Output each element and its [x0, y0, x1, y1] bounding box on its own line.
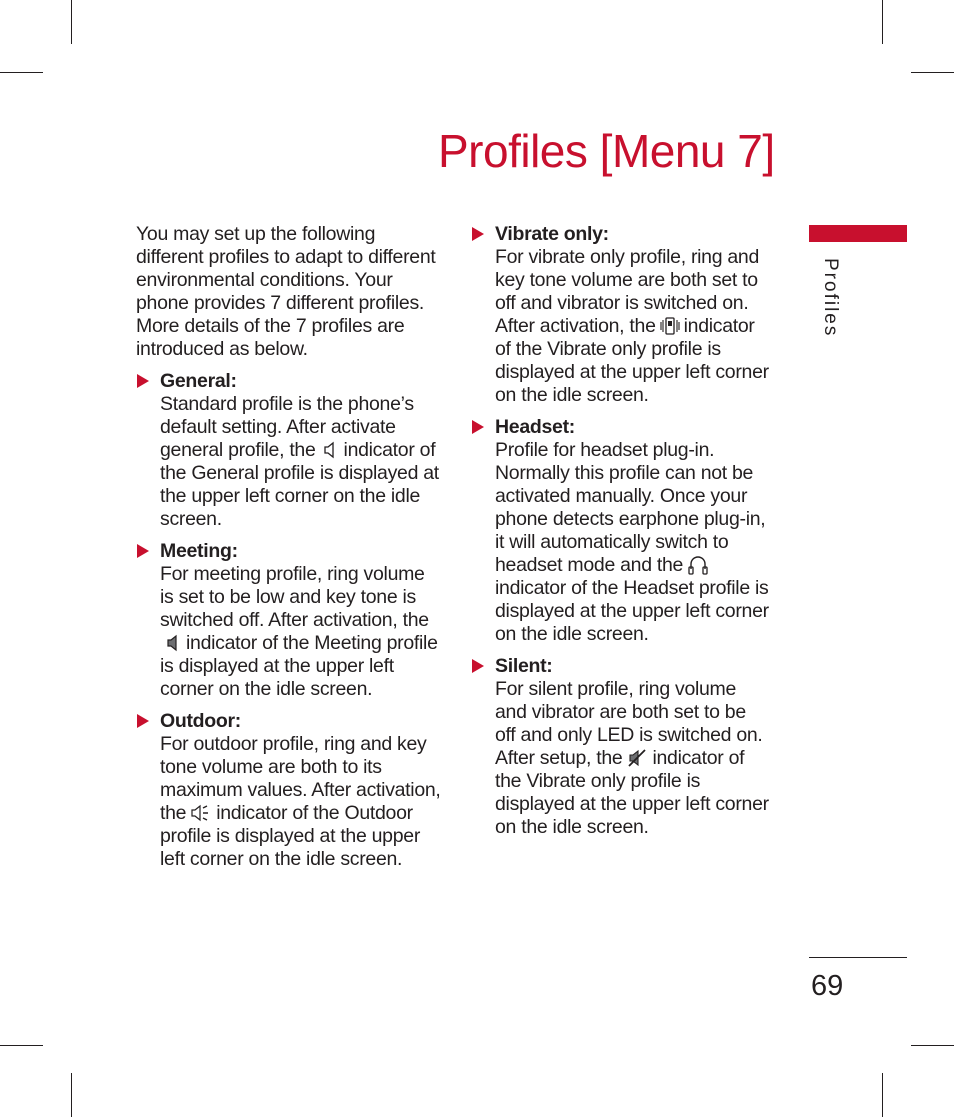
page-number: 69 — [811, 970, 844, 1002]
vibrate-icon — [660, 316, 680, 336]
profile-text: For vibrate only profile, ring and key tone volume are both set to off and vibrator is switched on. After activation, the — [495, 246, 760, 337]
page-title: Profiles [Menu 7] — [438, 125, 775, 177]
section-tab-label: Profiles — [820, 258, 841, 338]
profile-title: General: — [160, 370, 237, 392]
bullet-arrow-icon — [137, 544, 149, 558]
speaker-icon — [320, 440, 340, 460]
profile-text: indicator of the Headset profile is displayed at the upper left corner on the idle screen. — [495, 577, 769, 645]
profile-text: indicator of the Vibrate only profile is displayed at the upper left corner on the idle screen. — [495, 747, 769, 838]
headset-icon — [687, 555, 709, 575]
profile-text: indicator of the Vibrate only profile is displayed at the upper left corner on the idle screen. — [495, 315, 769, 406]
profile-text: For meeting profile, ring volume is set to be low and key tone is switched off. After activation, the — [160, 563, 429, 631]
crop-mark — [882, 1073, 883, 1117]
crop-mark — [0, 72, 43, 73]
section-tab-bar — [809, 225, 907, 242]
intro-paragraph: You may set up the following different profiles to adapt to different environmental conditions. Your phone provides 7 different profiles. More details of the 7 profiles are introduced as below. — [136, 223, 436, 360]
bullet-arrow-icon — [472, 659, 484, 673]
bullet-arrow-icon — [137, 714, 149, 728]
profile-title: Headset: — [495, 416, 575, 438]
profile-text: indicator of the Outdoor profile is displayed at the upper left corner on the idle screen. — [160, 802, 421, 870]
profile-item-meeting — [136, 540, 441, 701]
crop-mark — [882, 0, 883, 44]
profile-text: Standard profile is the phone’s default setting. After activate general profile, the — [160, 393, 414, 461]
profile-title: Silent: — [495, 655, 553, 677]
profile-text: indicator of the Meeting profile is displayed at the upper left corner on the idle screen. — [160, 632, 438, 700]
speaker-loud-icon — [190, 803, 212, 823]
right-column — [471, 223, 771, 848]
footer-divider — [809, 957, 907, 958]
speaker-low-icon — [164, 633, 182, 653]
crop-mark — [911, 72, 954, 73]
profile-title: Vibrate only: — [495, 223, 609, 245]
crop-mark — [0, 1045, 43, 1046]
profile-item-vibrate-only — [471, 223, 771, 407]
left-column — [136, 223, 441, 880]
crop-mark — [71, 1073, 72, 1117]
bullet-arrow-icon — [472, 420, 484, 434]
profile-item-silent — [471, 655, 771, 839]
profile-item-outdoor — [136, 710, 441, 871]
crop-mark — [71, 0, 72, 44]
profile-title: Meeting: — [160, 540, 238, 562]
silent-icon — [626, 748, 648, 768]
profile-text: Profile for headset plug-in. Normally this profile can not be activated manually. Once your phone detects earphone plug-in, it will automatically switch to headset mode and the — [495, 439, 766, 576]
profile-text: indicator of the General profile is displayed at the upper left corner on the idle screen. — [160, 439, 439, 530]
crop-mark — [911, 1045, 954, 1046]
profile-item-headset — [471, 416, 771, 646]
bullet-arrow-icon — [137, 374, 149, 388]
profile-text: For silent profile, ring volume and vibrator are both set to be off and only LED is switched on. After setup, the — [495, 678, 763, 769]
bullet-arrow-icon — [472, 227, 484, 241]
profile-item-general — [136, 370, 441, 531]
profile-text: For outdoor profile, ring and key tone volume are both to its maximum values. After activation, the — [160, 733, 441, 824]
profile-title: Outdoor: — [160, 710, 241, 732]
